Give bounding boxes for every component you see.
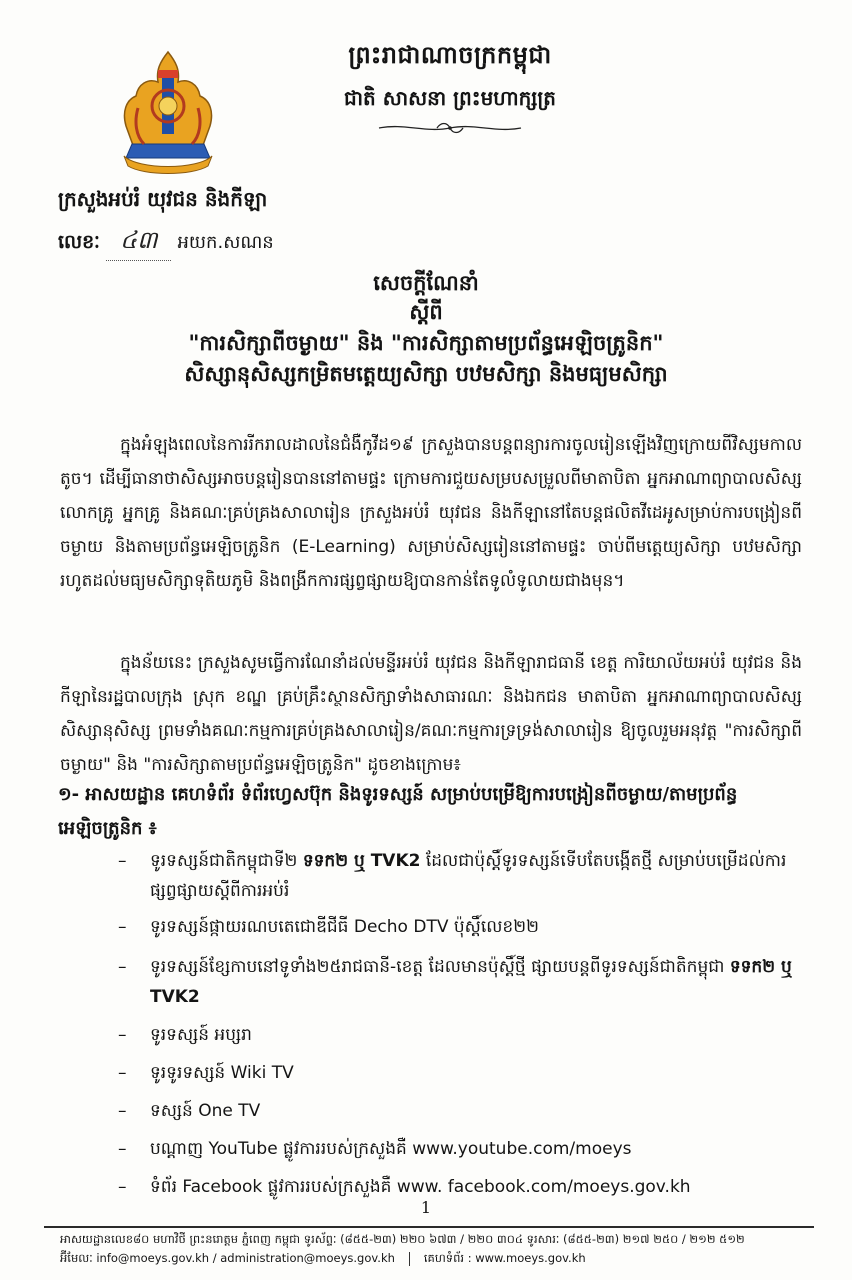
list-item: – ទូរទូរទស្សន៍ Wiki TV <box>118 1063 294 1083</box>
ornament-divider-icon <box>375 121 525 135</box>
section-heading-1: ១- អាសយដ្ឋាន គេហទំព័រ ទំព័រហ្វេសប៊ុក និងទូរទស្សន៍ សម្រាប់បម្រើឱ្យការបង្រៀនពីចម្ងាយ/តាមប្រព័ន្ធអេឡិចត្រូនិក ៖ <box>58 784 738 839</box>
paragraph-intro: ក្នុងអំឡុងពេលនៃការរីករាលដាលនៃជំងឺកូវីដ១៩ ក្រសួងបានបន្តពន្យារការចូលរៀនឡើងវិញក្រោយពីវិស្សមកាលតូច។ ដើម្បីធានាថាសិស្សអាចបន្តរៀនបាននៅតាមផ្ទះ ក្រោមការជួយសម្របសម្រួលពីមាតាបិតា អ្នកអាណាព្យាបាលសិស្ស លោកគ្រូ អ្នកគ្រូ និងគណៈគ្រប់គ្រងសាលារៀន ក្រសួងអប់រំ យុវជន និងកីឡានៅតែបន្តផលិតវីដេអូសម្រាប់ការបង្រៀនពីចម្ងាយ និងតាមប្រព័ន្ធអេឡិចត្រូនិក (E-Learning) សម្រាប់សិស្សរៀននៅតាមផ្ទះ ចាប់ពីមត្តេយ្យសិក្សា បឋមសិក្សា រហូតដល់មធ្យមសិក្សាទុតិយភូមិ និងពង្រីកការផ្សព្វផ្សាយឱ្យបានកាន់តែទូលំទូលាយជាងមុន។ <box>60 435 802 591</box>
kingdom-name: ព្រះរាជាណាចក្រកម្ពុជា <box>348 41 552 69</box>
reference-number-line <box>58 225 274 261</box>
channel-list <box>118 846 808 1202</box>
list-item-facebook: – ទំព័រ Facebook ផ្លូវការរបស់ក្រសួងគឺ www. facebook.com/moeys.gov.kh <box>118 1177 691 1197</box>
list-item-youtube: – បណ្ដាញ YouTube ផ្លូវការរបស់ក្រសួងគឺ www.youtube.com/moeys <box>118 1139 632 1159</box>
list-item: – ទូរទស្សន៍ អប្សរា <box>118 1025 252 1045</box>
reference-label: លេខៈ <box>58 231 100 253</box>
national-motto: ជាតិ សាសនា ព្រះមហាក្សត្រ <box>344 86 556 110</box>
list-item: – ទូរទស្សន៍ជាតិកម្ពុជាទី២ ទទក២ ឬ TVK2 ដែលជាប៉ុស្ដិ៍ទូរទស្សន៍ទើបតែបង្កើតថ្មី សម្រាប់បម្រើដល់ការផ្សព្វផ្សាយស្ដីពីការអប់រំ <box>118 851 787 901</box>
paragraph-instruction: ក្នុងន័យនេះ ក្រសួងសូមធ្វើការណែនាំដល់មន្ទីរអប់រំ យុវជន និងកីឡារាជធានី ខេត្ត ការិយាល័យអប់រំ យុវជន និងកីឡានៃរដ្ឋបាលក្រុង ស្រុក ខណ្ឌ គ្រប់គ្រឹះស្ថានសិក្សាទាំងសាធារណៈ និងឯកជន មាតាបិតា អ្នកអាណាព្យាបាលសិស្ស សិស្សានុសិស្ស ព្រមទាំងគណៈកម្មការគ្រប់គ្រងសាលារៀន/គណៈកម្មការទ្រទ្រង់សាលារៀន ឱ្យចូលរួមអនុវត្ត "ការសិក្សាពីចម្ងាយ" និង "ការសិក្សាតាមប្រព័ន្ធអេឡិចត្រូនិក" ដូចខាងក្រោម៖ <box>60 653 802 775</box>
list-item: – ទស្សន៍ One TV <box>118 1101 261 1121</box>
letterhead <box>300 40 600 139</box>
ministry-name: ក្រសួងអប់រំ យុវជន និងកីឡា <box>58 187 268 211</box>
reference-number: ៤៣ <box>106 225 172 261</box>
title-subject-label: ស្ដីពី <box>409 300 443 325</box>
footer-website: គេហទំព័រ : www.moeys.gov.kh <box>423 1251 586 1265</box>
footer-separator <box>409 1252 410 1266</box>
title-audience: សិស្សានុសិស្សកម្រិតមត្តេយ្យសិក្សា បឋមសិក្សា និងមធ្យមសិក្សា <box>184 362 668 387</box>
footer-address: អាសយដ្ឋានលេខ៨០ មហាវិថី ព្រះនរោត្តម ភ្នំពេញ កម្ពុជា ទូរស័ព្ទៈ (៨៥៥-២៣) ២២០ ៦៧៣ / ២២០ ៣០៤ ទូរសារៈ (៨៥៥-២៣) ២១៧ ២៥០ / ២១២ ៥១២ <box>60 1232 745 1246</box>
list-item: – ទូរទស្សន៍ខ្សែកាបនៅទូទាំង២៥រាជធានី-ខេត្ត ដែលមានប៉ុស្ដិ៍ថ្មី ផ្សាយបន្តពីទូរទស្សន៍ជាតិកម្ពុជា ទទក២ ឬ TVK2 <box>118 957 792 1007</box>
page-number: 1 <box>420 1198 432 1217</box>
footer-email: អ៊ីមែលៈ info@moeys.gov.kh / administration@moeys.gov.kh <box>60 1251 395 1265</box>
reference-suffix: អយក.សណន <box>177 232 274 253</box>
list-item: – ទូរទស្សន៍ផ្កាយរណបតេជោឌីជីធី Decho DTV ប៉ុស្ដិ៍លេខ២២ <box>118 917 539 937</box>
document-title-block <box>40 272 812 386</box>
footer-divider <box>44 1226 814 1228</box>
document-type: សេចក្ដីណែនាំ <box>373 271 479 295</box>
footer <box>60 1230 820 1268</box>
ministry-emblem-icon <box>118 48 218 176</box>
title-subject: "ការសិក្សាពីចម្ងាយ" និង "ការសិក្សាតាមប្រព័ន្ធអេឡិចត្រូនិក" <box>188 331 664 356</box>
